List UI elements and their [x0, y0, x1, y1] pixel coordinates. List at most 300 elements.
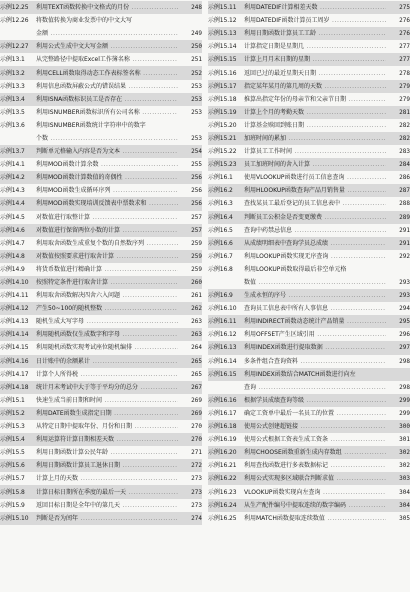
toc-entry-title: 利用HLOOKUP函数查询产品月销售量 .....	[244, 184, 386, 197]
toc-entry-page: 281	[399, 108, 410, 116]
toc-entry-title: 利用ISNA函数标识员工是否存在 .....	[36, 93, 178, 106]
toc-entry-page: 272	[191, 462, 202, 470]
toc-entry-label: 示例15.7	[0, 475, 25, 483]
toc-entry	[208, 14, 410, 27]
toc-entry-label: 示例15.19	[208, 108, 237, 116]
toc-entry-label: 示例15.16	[208, 69, 237, 77]
toc-entry-title: 利用取舍函数解决四舍六入问题 .....	[36, 289, 178, 302]
toc-entry	[208, 211, 410, 224]
toc-entry-title: 日计账中的余额累计 .....	[36, 355, 178, 368]
toc-entry-page: 302	[399, 449, 410, 457]
toc-entry-title: 利用MOD函数计算余数 .....	[36, 158, 178, 171]
toc-entry-label: 示例15.15	[208, 56, 237, 64]
toc-entry-label: 示例15.4	[0, 436, 25, 444]
toc-entry-title: 利用MATCH函数提取连续数值 .....	[244, 512, 386, 525]
toc-entry-page: 262	[191, 305, 202, 313]
toc-entry	[208, 1, 410, 14]
toc-entry-label: 示例16.11	[208, 318, 237, 326]
toc-entry	[208, 158, 410, 171]
toc-entry-label: 示例14.8	[0, 252, 25, 260]
toc-entry-label: 示例15.13	[208, 30, 237, 38]
toc-entry-label: 示例15.8	[0, 488, 25, 496]
toc-entry-title: 计算员工工作时间 .....	[244, 145, 386, 158]
toc-entry-label: 示例14.18	[0, 383, 29, 391]
toc-entry-page: 273	[191, 488, 202, 496]
toc-entry-label: 示例16.10	[208, 305, 237, 313]
toc-entry-page: 267	[191, 383, 202, 391]
toc-entry-title: 利用OFFSET产生区域引用 .....	[244, 328, 386, 341]
toc-entry-title: 利用日期函数计算公民年龄 .....	[36, 446, 178, 459]
toc-entry-page: 271	[191, 449, 202, 457]
toc-entry	[208, 119, 410, 132]
toc-entry	[0, 433, 202, 446]
toc-entry	[0, 132, 202, 145]
toc-entry-title: 利用CELL函数取得动态工作表标签名称 .....	[36, 67, 178, 80]
toc-entry-label: 示例14.13	[0, 318, 29, 326]
toc-entry-page: 305	[399, 514, 410, 522]
toc-entry-label: 示例16.5	[208, 226, 233, 234]
toc-entry-title: 利用DATEDIF计算相差天数 .....	[244, 1, 386, 14]
toc-entry-title: 利用随机函数实现考试座位随机编排 .....	[36, 341, 178, 354]
toc-entry-label: 示例16.24	[208, 501, 237, 509]
toc-entry-label: 示例16.14	[208, 357, 237, 365]
toc-entry-title: 从生产配件编号中提取连续的数字编码 .....	[244, 499, 386, 512]
toc-entry-title: 计算基金赎回到账日期 .....	[244, 119, 386, 132]
toc-entry-page: 300	[399, 423, 410, 431]
toc-entry	[208, 368, 410, 381]
toc-entry-title: 快速生成当前日期和时间 .....	[36, 394, 178, 407]
toc-entry-page: 265	[191, 370, 202, 378]
toc-entry-page: 256	[191, 200, 202, 208]
toc-entry-page: 254	[191, 148, 202, 156]
toc-entry-title: 利用INDEX函数结合MATCH函数进行向左	[244, 370, 356, 378]
toc-entry-page: 292	[399, 252, 410, 260]
toc-entry-title: 从完整路径中提取Excel工作簿名称 .....	[36, 53, 178, 66]
toc-entry-title: 生成永恒的序号 .....	[244, 289, 386, 302]
toc-entry-page: 276	[399, 30, 410, 38]
toc-entry	[0, 14, 202, 27]
toc-entry-label: 示例15.11	[208, 4, 237, 12]
toc-entry	[0, 407, 202, 420]
toc-entry-page: 259	[191, 239, 202, 247]
toc-entry-label: 示例15.2	[0, 409, 25, 417]
toc-column-right	[205, 0, 410, 592]
toc-entry-page: 282	[399, 121, 410, 129]
toc-entry-title: 判断是否为闰年 .....	[36, 512, 178, 525]
toc-entry-title: 计算个人所得税 .....	[36, 368, 178, 381]
toc-entry	[0, 184, 202, 197]
toc-entry-page: 259	[191, 265, 202, 273]
toc-entry-title: 按照特定条件进行取舍计算 .....	[36, 276, 178, 289]
toc-entry	[0, 263, 202, 276]
toc-entry-title: 员工加班时间的舍入计算 .....	[244, 158, 386, 171]
toc-entry	[0, 40, 202, 53]
toc-entry-page: 253	[191, 134, 202, 142]
toc-entry-title: 利用ISNUMBER函数统计字符串中的数字	[36, 121, 146, 129]
toc-entry	[208, 315, 410, 328]
toc-entry-page: 261	[191, 292, 202, 300]
toc-entry-label: 示例14.1	[0, 161, 25, 169]
toc-entry	[0, 145, 202, 158]
toc-entry	[0, 394, 202, 407]
toc-entry-page: 249	[191, 30, 202, 38]
toc-entry-title: 对数值按照要求进行取舍计算 .....	[36, 250, 178, 263]
toc-entry	[208, 433, 410, 446]
toc-entry-label: 示例14.15	[0, 344, 29, 352]
toc-entry-page: 269	[191, 409, 202, 417]
toc-entry-title: 判断单元格输入内容是否为文本 .....	[36, 145, 178, 158]
toc-entry-title: 利用INDEX函数进行提取数据 .....	[244, 341, 386, 354]
toc-entry-title: 利用日期函数计算员工退休日期 .....	[36, 459, 178, 472]
toc-entry-page: 250	[191, 43, 202, 51]
toc-entry-page: 296	[399, 331, 410, 339]
toc-entry-title: 返回目标日期是全年中的第几天 .....	[36, 499, 178, 512]
toc-entry-label: 示例13.1	[0, 56, 25, 64]
toc-entry-label: 示例16.25	[208, 514, 237, 522]
toc-entry-page: 302	[399, 462, 410, 470]
toc-entry-label: 示例15.1	[0, 396, 25, 404]
toc-entry-title: 利用LOOKUP函数实现无序查询 .....	[244, 250, 386, 263]
toc-entry-title: 查询员工信息表中所有人事信息 .....	[244, 302, 386, 315]
toc-entry-title: 使用VLOOKUP函数进行员工信息查询 .....	[244, 171, 386, 184]
toc-entry-label: 示例16.3	[208, 200, 233, 208]
toc-entry-title: 对数值进行保留两位小数的计算 .....	[36, 224, 178, 237]
toc-entry-page: 278	[399, 69, 410, 77]
toc-entry-page: 269	[191, 396, 202, 404]
toc-entry-page: 301	[399, 436, 410, 444]
toc-entry-title: 计算上月的天数 .....	[36, 472, 178, 485]
toc-entry-title: 利用运算符计算日期相差天数 .....	[36, 433, 178, 446]
toc-entry-page: 286	[399, 174, 410, 182]
toc-entry-title: 利用公式实现多区域联合判断求值 .....	[244, 472, 386, 485]
toc-entry-page: 259	[191, 252, 202, 260]
toc-entry-page: 273	[191, 501, 202, 509]
toc-entry-title: 金额 .....	[36, 27, 178, 40]
toc-entry	[0, 66, 202, 79]
toc-entry-label: 示例15.10	[0, 514, 29, 522]
toc-entry-label: 示例14.10	[0, 279, 29, 287]
toc-entry	[208, 93, 410, 106]
toc-entry-label: 示例16.15	[208, 370, 237, 378]
toc-entry-title: 利用随机函数仅生成数字和字母 .....	[36, 328, 178, 341]
toc-entry-title: 利用公式生成中文大写金额 .....	[36, 40, 178, 53]
toc-entry-label: 示例13.4	[0, 95, 25, 103]
toc-entry	[0, 106, 202, 119]
toc-entry-label: 示例15.9	[0, 501, 25, 509]
toc-entry-title: 利用DATE函数生成指定日期 .....	[36, 407, 178, 420]
toc-entry-page: 291	[399, 226, 410, 234]
toc-entry	[0, 302, 202, 315]
toc-entry-label: 示例14.4	[0, 200, 25, 208]
toc-entry-page: 279	[399, 82, 410, 90]
toc-entry	[0, 512, 202, 525]
toc-entry-title: 返回已过的最近星期天日期 .....	[244, 67, 386, 80]
toc-entry-label: 示例16.16	[208, 396, 237, 404]
toc-entry-title: 判断员工公积金是否变更缴费 .....	[244, 211, 386, 224]
toc-entry	[208, 289, 410, 302]
toc-entry-title: 确定工资单中最后一名员工的位置 .....	[244, 407, 386, 420]
toc-entry	[208, 53, 410, 66]
toc-entry	[208, 66, 410, 79]
toc-entry-label: 示例14.6	[0, 226, 25, 234]
toc-entry-page: 274	[191, 514, 202, 522]
toc-entry	[0, 315, 202, 328]
toc-entry-title: 利用MOD函数生成循环序列 .....	[36, 184, 178, 197]
toc-entry-title: 利用LOOKUP函数取得最后非空单元格	[244, 265, 347, 273]
toc-entry-page: 256	[191, 174, 202, 182]
toc-entry-title: 多条件组合查询资料 .....	[244, 355, 386, 368]
toc-entry-page: 255	[191, 161, 202, 169]
toc-entry-page: 298	[399, 357, 410, 365]
toc-entry-page: 282	[399, 134, 410, 142]
toc-entry	[0, 197, 202, 210]
toc-entry-page: 251	[191, 56, 202, 64]
toc-entry-title: 查询 .....	[244, 381, 386, 394]
toc-entry	[208, 446, 410, 459]
toc-entry-page: 264	[191, 344, 202, 352]
toc-entry	[208, 485, 410, 498]
toc-entry-page: 265	[191, 357, 202, 365]
toc-entry-page: 273	[191, 475, 202, 483]
toc-entry-label: 示例14.3	[0, 187, 25, 195]
toc-entry	[208, 224, 410, 237]
toc-entry-title: 使用公式根据工资表生成工资条 .....	[244, 433, 386, 446]
toc-entry-title: 计算指定日期是星期几 .....	[244, 40, 386, 53]
toc-entry	[0, 158, 202, 171]
toc-entry-label: 示例16.19	[208, 436, 237, 444]
toc-entry-page: 263	[191, 318, 202, 326]
toc-entry-title: 利用信息函数屏蔽公式的错误结果 .....	[36, 80, 178, 93]
toc-entry	[208, 171, 410, 184]
toc-entry	[208, 394, 410, 407]
toc-entry-page: 294	[399, 305, 410, 313]
toc-entry-label: 示例12.27	[0, 43, 29, 51]
toc-entry	[208, 499, 410, 512]
toc-entry	[0, 381, 202, 394]
toc-entry	[208, 106, 410, 119]
toc-entry-label: 示例16.4	[208, 213, 233, 221]
toc-entry-page: 253	[191, 95, 202, 103]
toc-entry-page: 270	[191, 423, 202, 431]
toc-entry	[0, 289, 202, 302]
toc-entry-label: 示例12.26	[0, 17, 29, 25]
toc-entry-label: 示例16.21	[208, 462, 237, 470]
toc-entry-title: 利用MOD函数实现培训反馈表中票数求和 .....	[36, 197, 178, 210]
toc-entry-page: 257	[191, 226, 202, 234]
toc-entry-title: 计算日标日期所在季度的最后一天 .....	[36, 486, 178, 499]
toc-entry	[0, 1, 202, 14]
toc-entry-label: 示例12.25	[0, 4, 29, 12]
toc-entry	[208, 250, 410, 263]
toc-entry-title: 加班时间的累加 .....	[244, 132, 386, 145]
toc-entry-page: 289	[399, 213, 410, 221]
toc-entry-page: 303	[399, 475, 410, 483]
toc-entry-page: 256	[191, 187, 202, 195]
toc-entry-label: 示例15.5	[0, 449, 25, 457]
toc-entry-label: 示例14.14	[0, 331, 29, 339]
toc-entry	[0, 472, 202, 485]
toc-entry	[208, 512, 410, 525]
toc-entry	[0, 80, 202, 93]
toc-entry-title: 从特定日期中提取年份、月份和日期 .....	[36, 420, 178, 433]
toc-entry-label: 示例14.16	[0, 357, 29, 365]
toc-entry-page: 287	[399, 187, 410, 195]
toc-entry-page: 260	[191, 279, 202, 287]
toc-entry-title: 产生50~100的随机整数 .....	[36, 302, 178, 315]
toc-entry-title: 统计月末考试中大于等于平均分的总分 .....	[36, 381, 178, 394]
toc-entry	[0, 499, 202, 512]
toc-entry-label: 示例16.6	[208, 239, 233, 247]
toc-entry-label: 示例13.3	[0, 82, 25, 90]
toc-entry-title: 推算出指定年份的母亲节和父亲节日期 .....	[244, 93, 386, 106]
toc-entry-label: 示例14.5	[0, 213, 25, 221]
toc-entry-page: 297	[399, 344, 410, 352]
toc-entry	[0, 459, 202, 472]
toc-entry	[208, 263, 410, 276]
toc-entry	[0, 224, 202, 237]
toc-entry-title: 从成绩明细表中查询学员总成绩 .....	[244, 237, 386, 250]
toc-entry	[208, 459, 410, 472]
toc-entry	[0, 355, 202, 368]
toc-entry-label: 示例15.18	[208, 95, 237, 103]
toc-entry-page: 263	[191, 331, 202, 339]
toc-entry-page: 295	[399, 318, 410, 326]
toc-entry	[0, 485, 202, 498]
toc-entry-label: 示例16.13	[208, 344, 237, 352]
toc-entry-label: 示例16.1	[208, 174, 233, 182]
toc-entry-label: 示例16.2	[208, 187, 233, 195]
toc-entry-label: 示例14.9	[0, 265, 25, 273]
toc-entry-label: 示例15.23	[208, 161, 237, 169]
toc-entry	[0, 237, 202, 250]
toc-entry-title: 利用CHOOSE函数重新生成内存数组 .....	[244, 446, 386, 459]
toc-entry-label: 示例15.3	[0, 423, 25, 431]
toc-entry	[208, 197, 410, 210]
toc-entry	[208, 341, 410, 354]
toc-entry	[208, 276, 410, 289]
toc-entry-title: 查询中药禁忌信息 .....	[244, 224, 386, 237]
toc-entry-label: 示例14.7	[0, 239, 25, 247]
toc-entry-title: 计算上月月末日期的星期 .....	[244, 53, 386, 66]
toc-entry-label: 示例14.12	[0, 305, 29, 313]
toc-entry	[208, 328, 410, 341]
toc-entry-title: 利用DATEDIF函数计算员工周岁 .....	[244, 14, 386, 27]
toc-entry-label: 示例15.20	[208, 121, 237, 129]
toc-entry	[208, 145, 410, 158]
toc-entry	[0, 171, 202, 184]
toc-entry-label: 示例16.17	[208, 409, 237, 417]
toc-entry-title: 利用ISNUMBER函数标识所有公司名称 .....	[36, 106, 178, 119]
toc-entry-page: 279	[399, 95, 410, 103]
toc-entry-label: 示例15.22	[208, 148, 237, 156]
toc-entry-label: 示例16.22	[208, 475, 237, 483]
toc-entry	[208, 40, 410, 53]
toc-entry-label: 示例13.6	[0, 121, 25, 129]
toc-entry-label: 示例15.17	[208, 82, 237, 90]
toc-entry-title: 计算上个月的考勤天数 .....	[244, 106, 386, 119]
toc-entry-page: 304	[399, 488, 410, 496]
toc-entry-page: 293	[399, 292, 410, 300]
toc-entry-title: 利用INDIRECT函数动态统计产品销量 .....	[244, 315, 386, 328]
toc-entry-page: 270	[191, 436, 202, 444]
toc-entry-title: 个数 .....	[36, 132, 178, 145]
toc-entry-page: 299	[399, 396, 410, 404]
toc-entry	[0, 27, 202, 40]
toc-entry	[0, 276, 202, 289]
toc-entry	[0, 328, 202, 341]
toc-entry-page: 277	[399, 43, 410, 51]
toc-entry	[208, 237, 410, 250]
toc-entry-title: 使用公式创建超链接 .....	[244, 420, 386, 433]
toc-entry-title: 将货币数值进行精确计算 .....	[36, 263, 178, 276]
toc-entry-label: 示例16.7	[208, 252, 233, 260]
toc-entry-page: 298	[399, 383, 410, 391]
toc-entry-label: 示例16.18	[208, 423, 237, 431]
toc-entry	[208, 27, 410, 40]
toc-entry-label: 示例14.2	[0, 174, 25, 182]
toc-entry-title: 利用取舍函数生成重复个数的自然数序列 .....	[36, 237, 178, 250]
toc-entry-label: 示例13.5	[0, 108, 25, 116]
toc-entry-page: 277	[399, 56, 410, 64]
toc-entry-page: 253	[191, 108, 202, 116]
toc-entry-page: 291	[399, 239, 410, 247]
toc-entry-title: 利用日期函数计算员工工龄 .....	[244, 27, 386, 40]
toc-entry	[208, 80, 410, 93]
toc-entry-label: 示例13.2	[0, 69, 25, 77]
toc-entry-label: 示例15.21	[208, 134, 237, 142]
toc-entry-label: 示例14.17	[0, 370, 29, 378]
toc-entry	[208, 302, 410, 315]
toc-entry-title: 将数值转换为商业发票中的中文大写	[36, 17, 133, 25]
toc-entry-page: 276	[399, 17, 410, 25]
toc-entry	[208, 355, 410, 368]
toc-entry-title: 指定某年某月的第几周的天数 .....	[244, 80, 386, 93]
toc-entry-title: 对数值进行取整计算 .....	[36, 211, 178, 224]
toc-entry-title: 利用查找函数进行多表数据标记 .....	[244, 459, 386, 472]
toc-entry-label: 示例15.12	[208, 17, 237, 25]
toc-entry	[208, 407, 410, 420]
toc-entry-title: 数值 .....	[244, 276, 386, 289]
toc-entry-page: 248	[191, 4, 202, 12]
toc-entry	[0, 368, 202, 381]
toc-entry	[0, 211, 202, 224]
toc-entry	[208, 381, 410, 394]
toc-entry	[0, 420, 202, 433]
toc-entry	[0, 341, 202, 354]
toc-entry-label: 示例16.9	[208, 292, 233, 300]
toc-entry-title: 查找某员工最后登记的员工信息表中 .....	[244, 197, 386, 210]
toc-entry-label: 示例15.6	[0, 462, 25, 470]
toc-entry-label: 示例16.20	[208, 449, 237, 457]
toc-entry-page: 253	[191, 82, 202, 90]
toc-entry-title: 利用TEXT函数转换中文格式的月份 .....	[36, 1, 178, 14]
toc-entry	[0, 446, 202, 459]
toc-entry	[0, 250, 202, 263]
toc-entry-label: 示例16.12	[208, 331, 237, 339]
toc-entry-title: 利用MOD函数计算数值的奇偶性 .....	[36, 171, 178, 184]
toc-entry-page: 304	[399, 501, 410, 509]
toc-entry-page: 299	[399, 409, 410, 417]
toc-entry-page: 293	[399, 279, 410, 287]
toc-entry-page: 288	[399, 200, 410, 208]
toc-entry-page: 284	[399, 161, 410, 169]
toc-entry-label: 示例15.14	[208, 43, 237, 51]
toc-entry-page: 252	[191, 69, 202, 77]
toc-entry-page: 275	[399, 4, 410, 12]
toc-entry	[0, 93, 202, 106]
toc-entry-title: VLOOKUP函数实现向左查询 .....	[244, 486, 386, 499]
toc-entry-label: 示例16.8	[208, 265, 233, 273]
